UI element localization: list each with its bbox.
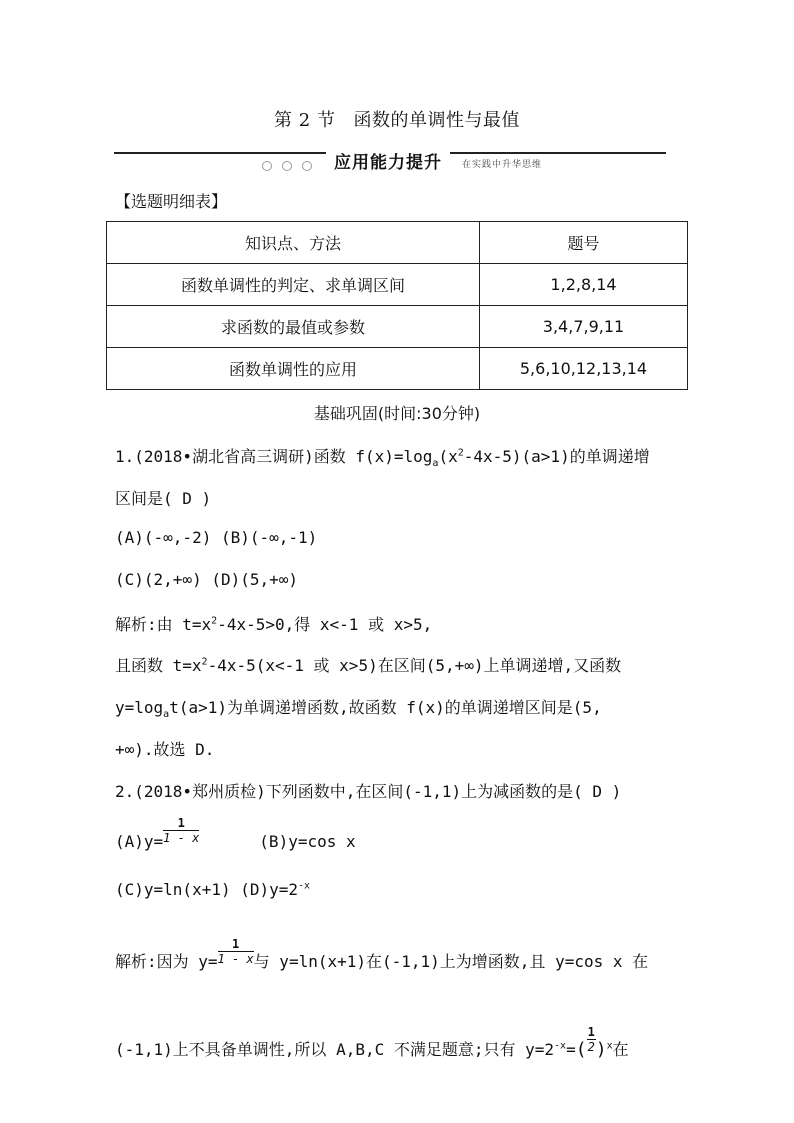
q2-option-cd: (C)y=ln(x+1) (D)y=2 [115,880,299,899]
q2-options-cd [115,880,310,899]
banner-rule-right [450,152,666,154]
q2-solution-line1 [115,937,649,972]
section-number: 第 2 节 [274,110,336,131]
q1-solution-line4: +∞).故选 D. [115,740,215,759]
fraction-denominator: 1 - x [163,831,200,845]
q2-sol-part: 与 y=ln(x+1)在(-1,1)上为增函数,且 y=cos x 在 [253,952,649,971]
banner-rule-left [114,152,326,154]
fraction-numerator: 1 [587,1025,595,1039]
q1-stem-sup: 2 [457,447,464,459]
table-cell-topic: 求函数的最值或参数 [107,306,480,348]
q2-option-b: (B)y=cos x [259,832,356,851]
q2-solution-line2: (-1,1)上不具备单调性,所以 A,B,C 不满足题意;只有 $y=2^{-x}=$( $\frac{1}{2}$ )$^x$在 [115,1025,629,1060]
fraction-denominator: 2 [587,1040,595,1054]
q2-sol-part: = [566,1040,576,1059]
q1-sol-part: y=log [115,698,164,717]
q2-stem: 2.(2018•郑州质检)下列函数中,在区间(-1,1)上为减函数的是( D ) [115,782,622,801]
q1-solution-line1 [115,612,432,635]
table-cell-topic: 函数单调性的应用 [107,348,480,390]
table-header-row [107,222,688,264]
q2-option-d-sup: -x [298,880,311,892]
q1-sol-part: t(a>1)为单调递增函数,故函数 f(x)的单调递增区间是(5, [169,698,602,717]
table-row [107,264,688,306]
q2-sol-part: 解析:因为 y= [115,952,218,971]
q2-sol-part: (-1,1)上不具备单调性,所以 A,B,C 不满足题意;只有 y=2 [115,1040,555,1059]
q1-stem-part: 1.(2018•湖北省高三调研)函数 f(x)=log [115,447,433,466]
q1-sol-part: -4x-5(x<-1 或 x>5)在区间(5,+∞)上单调递增,又函数 [207,656,622,675]
q1-stem [115,444,650,469]
q1-solution-line3 [115,695,602,720]
q1-stem-part: -4x-5)(a>1)的单调递增 [463,447,650,466]
q1-sol-sup: 2 [211,615,218,627]
q1-stem-sub: a [432,458,439,470]
table-cell-nums: 5,6,10,12,13,14 [480,348,688,390]
q2-option-a: (A)y= [115,832,164,851]
q1-sol-sup: 2 [201,656,208,668]
fraction [163,816,199,845]
fraction-denominator: 1 - x [217,952,254,966]
table-header-nums: 题号 [480,222,688,264]
table-row [107,306,688,348]
q1-sol-part: -4x-5>0,得 x<-1 或 x>5, [217,615,433,634]
table-cell-nums: 3,4,7,9,11 [480,306,688,348]
banner-title: 应用能力提升 [334,153,442,173]
q1-options-ab: (A)(-∞,-2) (B)(-∞,-1) [115,528,318,547]
q1-sol-sub: a [163,709,170,721]
page-title [0,106,794,132]
table-cell-nums: 1,2,8,14 [480,264,688,306]
table-row [107,348,688,390]
q1-sol-part: 解析:由 t=x [115,615,212,634]
fraction-numerator: 1 [218,937,254,952]
q2-sol-sup: -x [554,1040,567,1052]
q1-sol-part: 且函数 t=x [115,656,202,675]
table-header-topic: 知识点、方法 [107,222,480,264]
table-cell-topic: 函数单调性的判定、求单调区间 [107,264,480,306]
banner-subtitle: 在实践中升华思维 [462,160,543,170]
q1-options-cd: (C)(2,+∞) (D)(5,+∞) [115,570,299,589]
section-topic: 函数的单调性与最值 [353,110,520,131]
basic-subheading: 基础巩固(时间:30分钟) [313,404,481,423]
fraction-numerator: 1 [163,816,199,831]
q2-sol-part: 在 [612,1040,629,1059]
detail-table [106,221,688,390]
banner-dots [262,156,322,175]
q1-stem-part: (x [438,447,458,466]
detail-table-heading: 【选题明细表】 [115,192,228,211]
q2-options-ab [115,816,356,851]
q1-solution-line2 [115,653,621,676]
half-fraction [587,1025,596,1054]
q1-stem-line2: 区间是( D ) [115,489,212,508]
fraction [218,937,254,966]
